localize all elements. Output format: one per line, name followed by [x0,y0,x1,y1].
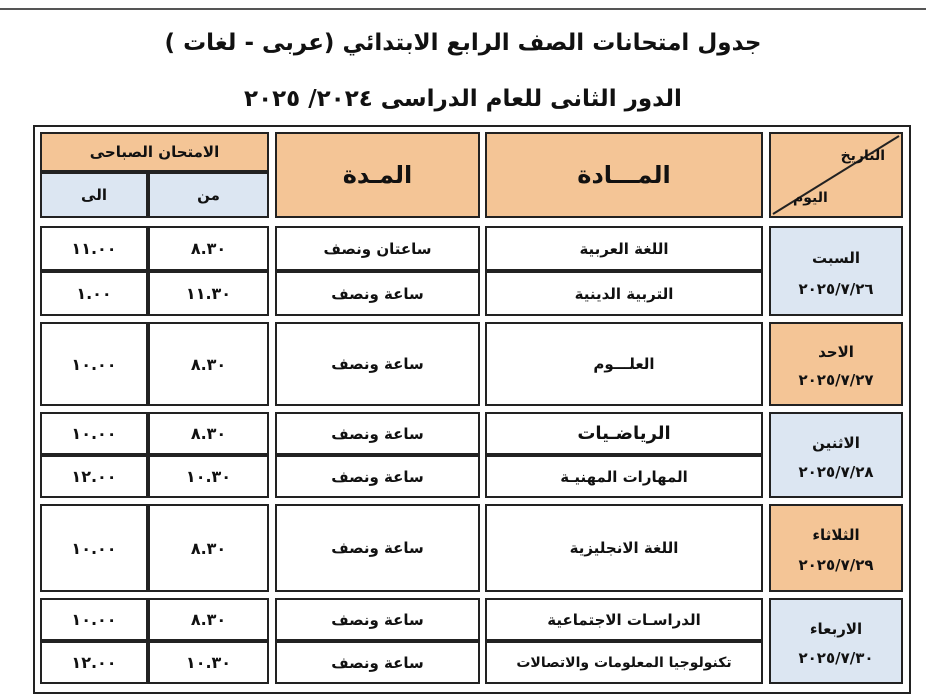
day-cell [769,322,903,406]
subject-cell: الدراسـات الاجتماعية [485,598,763,641]
from-cell: ١٠.٣٠ [148,641,269,684]
duration-cell: ساعة ونصف [275,504,480,592]
to-cell: ١٢.٠٠ [40,641,148,684]
day-date: ٢٠٢٥/٧/٢٦ [798,279,874,298]
duration-cell: ساعة ونصف [275,455,480,498]
subject-cell: اللغة العربية [485,226,763,271]
from-cell: ٨.٣٠ [148,598,269,641]
day-date: ٢٠٢٥/٧/٣٠ [798,648,874,667]
from-cell: ٨.٣٠ [148,226,269,271]
header-from: من [148,172,269,218]
day-cell [769,226,903,316]
header-morning-exam: الامتحان الصباحى [40,132,269,172]
diagonal-divider [771,134,901,216]
subject-cell: تكنولوجيا المعلومات والاتصالات [485,641,763,684]
to-cell: ١٠.٠٠ [40,504,148,592]
day-date: ٢٠٢٥/٧/٢٩ [798,556,874,574]
top-rule [0,8,926,10]
day-name: الاحد [818,343,854,361]
to-cell: ١٠.٠٠ [40,412,148,455]
from-cell: ٨.٣٠ [148,504,269,592]
day-name: الثلاثاء [812,526,860,544]
to-cell: ١٠.٠٠ [40,322,148,406]
to-cell: ١٢.٠٠ [40,455,148,498]
header-day: اليوم [793,190,828,206]
subject-cell: الرياضـيات [485,412,763,455]
day-date: ٢٠٢٥/٧/٢٨ [798,462,874,481]
day-name: السبت [811,248,861,267]
to-cell: ١.٠٠ [40,271,148,316]
subject-cell: المهارات المهنيـة [485,455,763,498]
to-cell: ١١.٠٠ [40,226,148,271]
duration-cell: ساعة ونصف [275,322,480,406]
subject-cell: اللغة الانجليزية [485,504,763,592]
duration-cell: ساعة ونصف [275,641,480,684]
duration-cell: ساعتان ونصف [275,226,480,271]
from-cell: ١١.٣٠ [148,271,269,316]
from-cell: ١٠.٣٠ [148,455,269,498]
subject-cell: العلـــوم [485,322,763,406]
duration-cell: ساعة ونصف [275,271,480,316]
duration-cell: ساعة ونصف [275,412,480,455]
day-date: ٢٠٢٥/٧/٢٧ [798,371,874,389]
page-subtitle: الدور الثانى للعام الدراسى ٢٠٢٤/ ٢٠٢٥ [244,86,682,112]
day-cell [769,412,903,498]
header-subject: المـــادة [485,132,763,218]
header-to: الى [40,172,148,218]
header-duration: المـدة [275,132,480,218]
day-cell [769,504,903,592]
from-cell: ٨.٣٠ [148,322,269,406]
day-cell [769,598,903,684]
date-day-header [769,132,903,218]
day-name: الاربعاء [809,619,863,638]
to-cell: ١٠.٠٠ [40,598,148,641]
duration-cell: ساعة ونصف [275,598,480,641]
day-name: الاثنين [812,433,860,452]
subject-cell: التربية الدينية [485,271,763,316]
from-cell: ٨.٣٠ [148,412,269,455]
page-title: جدول امتحانات الصف الرابع الابتدائي (عربى - لغات ) [164,30,762,56]
header-date: التاريخ [840,148,885,164]
